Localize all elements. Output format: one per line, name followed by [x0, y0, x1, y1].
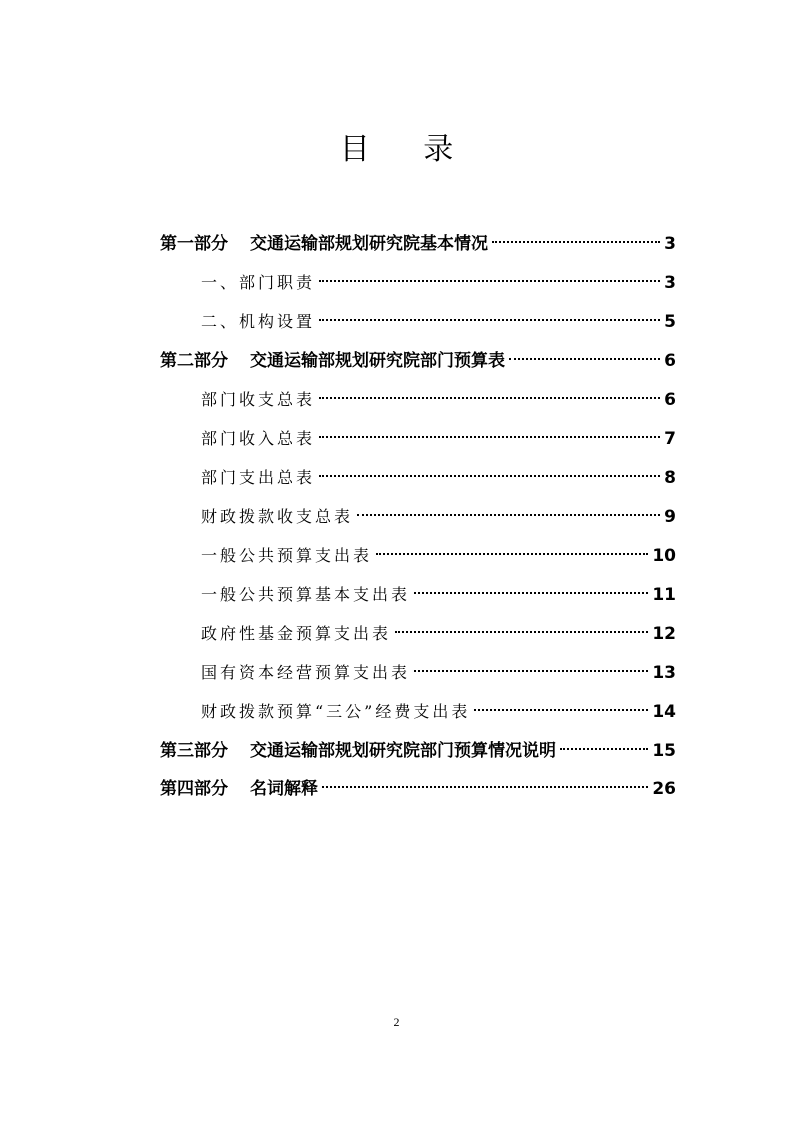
page-title: 目 录: [339, 132, 476, 167]
toc-dot-leader: [357, 496, 660, 522]
toc-entry-title: 政府性基金预算支出表: [201, 624, 392, 643]
toc-page-number: 10: [652, 546, 676, 566]
toc-page-number: 11: [652, 585, 676, 605]
footer-page-number: 2: [393, 1015, 400, 1029]
toc-entry-title: 部门支出总表: [201, 468, 316, 487]
toc-page-number: 9: [664, 507, 676, 527]
toc-page-number: 13: [652, 663, 676, 683]
toc-dot-leader: [509, 340, 660, 366]
toc-page-number: 3: [664, 234, 676, 254]
toc-entry-department-duties[interactable]: [201, 262, 676, 293]
toc-dot-leader: [492, 223, 660, 249]
toc-page-number: 3: [664, 273, 676, 293]
toc-entry-expense-summary[interactable]: [201, 457, 676, 488]
toc-entry-fiscal-appropriation-summary[interactable]: [201, 496, 676, 527]
toc-dot-leader: [319, 418, 660, 444]
toc-page-number: 6: [664, 390, 676, 410]
toc-entry-general-public-budget-expense[interactable]: [201, 535, 676, 566]
toc-dot-leader: [319, 379, 660, 405]
toc-dot-leader: [319, 457, 660, 483]
toc-entry-income-summary[interactable]: [201, 418, 676, 449]
toc-entry-title: 名词解释: [250, 779, 318, 799]
toc-entry-general-public-budget-basic-expense[interactable]: [201, 574, 676, 605]
toc-entry-part-4[interactable]: [160, 768, 676, 799]
toc-page-number: 8: [664, 468, 676, 488]
toc-entry-state-capital-expense[interactable]: [201, 652, 676, 683]
toc-entry-title: 财政拨款收支总表: [201, 507, 354, 526]
toc-dot-leader: [414, 574, 648, 600]
toc-dot-leader: [414, 652, 648, 678]
toc-page-number: 14: [652, 702, 676, 722]
toc-entry-title: 交通运输部规划研究院部门预算表: [250, 351, 505, 371]
toc-entry-title: 交通运输部规划研究院部门预算情况说明: [250, 741, 556, 761]
toc-dot-leader: [560, 730, 648, 756]
toc-page-number: 7: [664, 429, 676, 449]
toc-dot-leader: [395, 613, 648, 639]
toc-part-label: 第二部分: [160, 351, 228, 371]
toc-entry-organization[interactable]: [201, 301, 676, 332]
toc-part-label: 第一部分: [160, 234, 228, 254]
toc-entry-government-fund-expense[interactable]: [201, 613, 676, 644]
toc-entry-three-public-expense[interactable]: [201, 691, 676, 722]
toc-page-number: 6: [664, 351, 676, 371]
toc-entry-part-1[interactable]: [160, 223, 676, 254]
toc-entry-income-expense-summary[interactable]: [201, 379, 676, 410]
toc-dot-leader: [322, 768, 648, 794]
toc-entry-title: 国有资本经营预算支出表: [201, 663, 411, 682]
toc-entry-title: 一、部门职责: [201, 273, 316, 292]
toc-entry-title: 二、机构设置: [201, 312, 316, 331]
toc-dot-leader: [376, 535, 648, 561]
toc-entry-title: 一般公共预算支出表: [201, 546, 373, 565]
toc-entry-title: 交通运输部规划研究院基本情况: [250, 234, 488, 254]
toc-entry-title: 部门收入总表: [201, 429, 316, 448]
toc-dot-leader: [319, 262, 660, 288]
toc-page-number: 15: [652, 741, 676, 761]
toc-page-number: 5: [664, 312, 676, 332]
toc-entry-title: 财政拨款预算“三公”经费支出表: [201, 702, 471, 721]
toc-entry-title: 一般公共预算基本支出表: [201, 585, 411, 604]
toc-page-number: 12: [652, 624, 676, 644]
toc-dot-leader: [474, 691, 648, 717]
toc-entry-part-2[interactable]: [160, 340, 676, 371]
toc-entry-title: 部门收支总表: [201, 390, 316, 409]
toc-dot-leader: [319, 301, 660, 327]
toc-entry-part-3[interactable]: [160, 730, 676, 761]
toc-page-number: 26: [652, 779, 676, 799]
toc-part-label: 第三部分: [160, 741, 228, 761]
toc-part-label: 第四部分: [160, 779, 228, 799]
